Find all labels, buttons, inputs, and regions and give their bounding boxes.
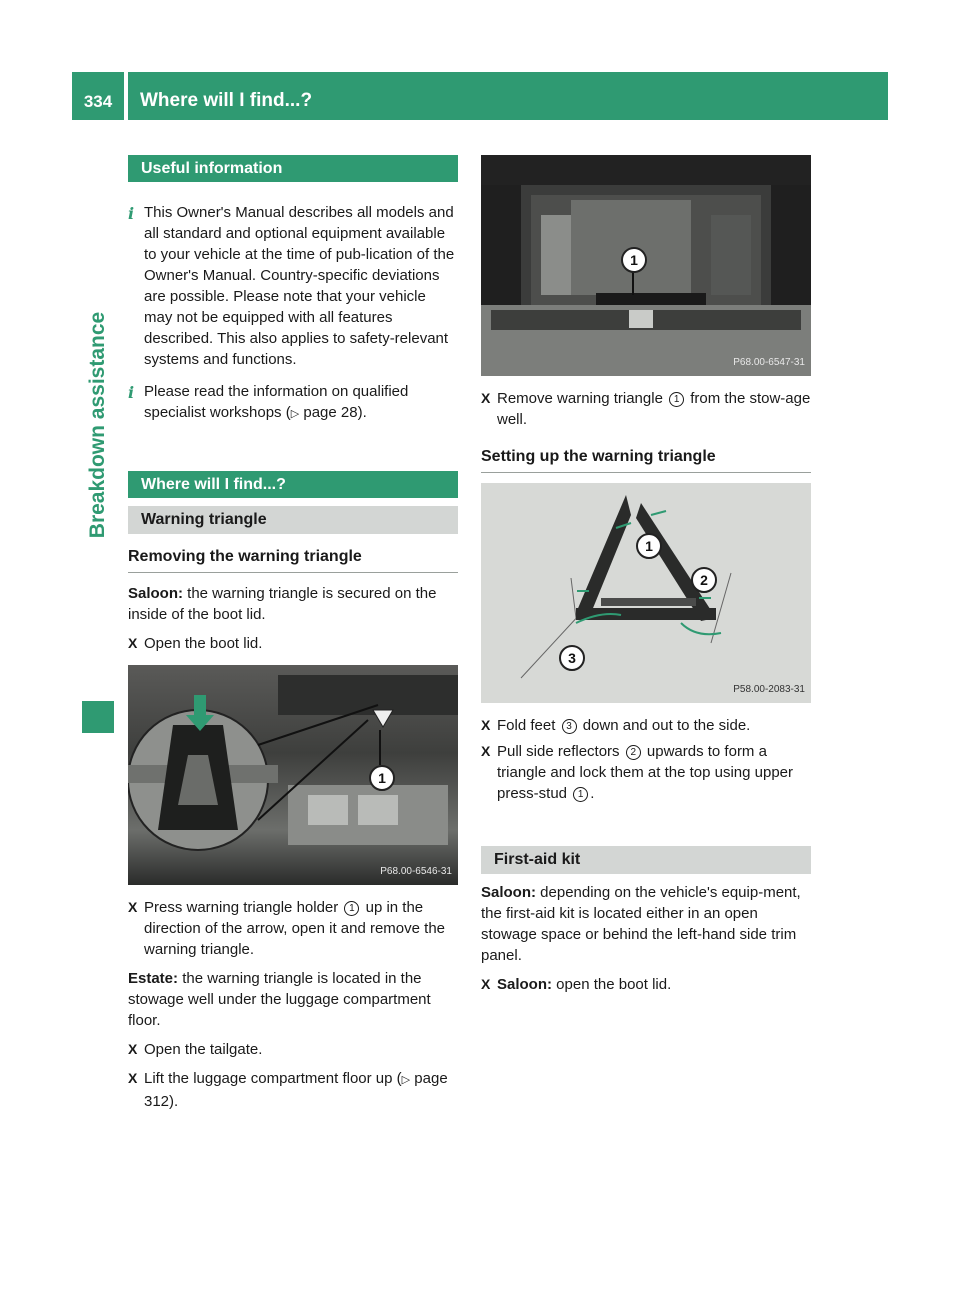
callout-1: 1 xyxy=(636,533,662,559)
first-aid-heading: First-aid kit xyxy=(481,846,811,874)
page-title: Where will I find...? xyxy=(128,72,888,120)
info-note-1 xyxy=(128,202,458,370)
info-icon: i xyxy=(128,383,135,402)
step-marker: X xyxy=(481,743,491,759)
step-marker: X xyxy=(481,390,491,406)
callout-2: 2 xyxy=(691,567,717,593)
useful-information-heading: Useful information xyxy=(128,155,458,182)
step-marker: X xyxy=(481,976,491,992)
photo-code: P68.00-6547-31 xyxy=(733,357,805,368)
info-icon: i xyxy=(128,204,135,223)
page-ref-link[interactable]: page 312 xyxy=(144,1070,448,1110)
step-pull-reflectors: X Pull side reflectors 2 upwards to form a triangle and lock them at the top using upper press-stud 1 . xyxy=(481,743,794,802)
step-marker: X xyxy=(128,635,138,651)
boot-lid-photo xyxy=(128,665,458,885)
setting-up-heading: Setting up the warning triangle xyxy=(481,446,811,473)
callout-1: 1 xyxy=(369,765,395,791)
page-ref-arrow-icon: ▷ xyxy=(401,1074,411,1086)
step-marker: X xyxy=(128,899,138,915)
subsection-heading: Warning triangle xyxy=(128,506,458,534)
step-open-tailgate: X Open the tailgate. xyxy=(128,1041,263,1058)
step-remove-triangle: X Remove warning triangle 1 from the stow-age well. xyxy=(481,390,811,428)
step-open-boot: X Open the boot lid. xyxy=(128,635,263,652)
removing-heading: Removing the warning triangle xyxy=(128,546,458,573)
photo-code: P68.00-6546-31 xyxy=(380,866,452,877)
side-tab-label: Breakdown assistance xyxy=(86,311,109,539)
saloon-paragraph: Saloon: the warning triangle is secured on the inside of the boot lid. xyxy=(128,585,437,623)
step-marker: X xyxy=(128,1041,138,1057)
ref-callout-1: 1 xyxy=(344,901,359,916)
warning-triangle-illustration xyxy=(481,483,811,703)
page-number: 334 xyxy=(72,72,124,120)
step-lift-floor: X Lift the luggage compartment floor up (▷ page 312). xyxy=(128,1070,448,1110)
info-note-2-text: Please read the information on qualified specialist workshops (▷ page 28). xyxy=(144,383,409,421)
callout-1: 1 xyxy=(621,247,647,273)
step-first-aid-open-boot: X Saloon: open the boot lid. xyxy=(481,976,672,993)
section-heading: Where will I find...? xyxy=(128,471,458,498)
info-note-1-text: This Owner's Manual describes all models and all standard and optional equipment available to your vehicle at the time of pub-lication of the Owner's Manual. Country-specific deviations are possible. Please note that your vehicle may not be equipped with all features described. This also applies to safety-relevant systems and functions. xyxy=(144,204,455,368)
side-tab xyxy=(72,130,124,1222)
ref-callout-2: 2 xyxy=(626,745,641,760)
step-press-holder: X Press warning triangle holder 1 up in the direction of the arrow, open it and remove the warning triangle. xyxy=(128,899,446,958)
side-tab-marker xyxy=(82,701,114,733)
callout-3: 3 xyxy=(559,645,585,671)
ref-callout-1: 1 xyxy=(669,392,684,407)
estate-paragraph: Estate: the warning triangle is located in the stowage well under the luggage compartment floor. xyxy=(128,970,431,1029)
right-column xyxy=(481,155,811,995)
first-aid-paragraph: Saloon: depending on the vehicle's equip-ment, the first-aid kit is located either in an open stowage space or behind the left-hand side trim panel. xyxy=(481,884,801,964)
page-ref-arrow-icon: ▷ xyxy=(290,408,300,420)
ref-callout-1: 1 xyxy=(573,787,588,802)
page-ref-link[interactable]: page 28 xyxy=(303,404,358,421)
step-marker: X xyxy=(481,717,491,733)
stowage-well-photo xyxy=(481,155,811,376)
photo-code: P58.00-2083-31 xyxy=(733,684,805,695)
step-marker: X xyxy=(128,1070,138,1086)
ref-callout-3: 3 xyxy=(562,719,577,734)
info-note-2 xyxy=(128,381,458,425)
left-column xyxy=(128,155,458,1112)
step-fold-feet: X Fold feet 3 down and out to the side. xyxy=(481,717,751,734)
